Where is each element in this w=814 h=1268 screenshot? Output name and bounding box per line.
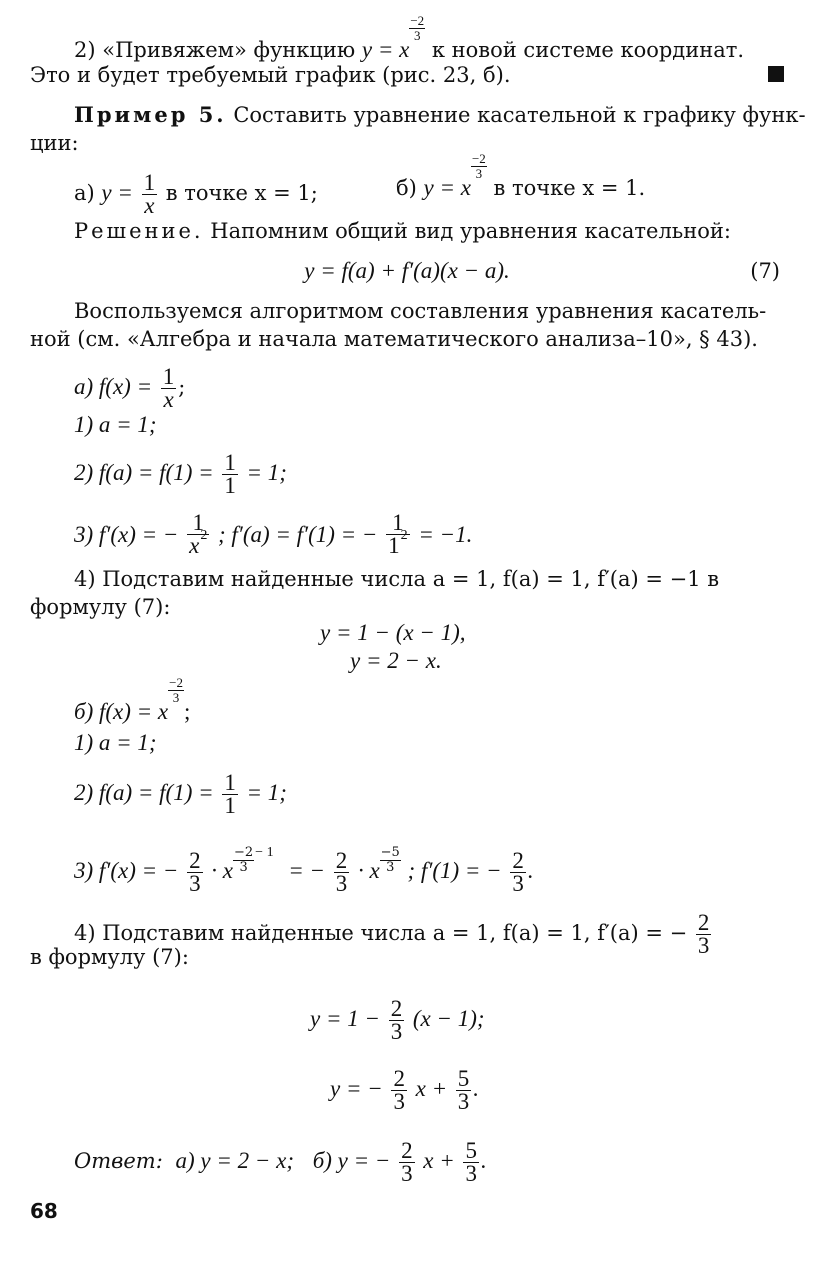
- text-span: формулу (7):: [30, 595, 171, 619]
- fraction: $\frac{5}{3}$: [465, 1138, 477, 1186]
- step-a-2: 2) f(a) = f(1) = $\frac{1}{1}$ = 1;: [74, 450, 287, 498]
- text-span: ции:: [30, 131, 79, 155]
- formula: y =: [101, 180, 133, 205]
- exponent-fraction: $\frac{-2}{3}$: [169, 675, 183, 705]
- step-a-3: 3) f′(x) = − $\frac{1}{x^2}$ ; f′(a) = f′(1) = − $\frac{1}{1^2}$ = −1.: [74, 512, 472, 561]
- step-b-3: 3) f′(x) = − $\frac{2}{3}$ · x $\frac{-2}{3}$ $^{- 1}$ = − $\frac{2}{3}$ · x $\frac{-5}{3}$ ; f′(1) = − $\frac{2}{3}$ .: [74, 845, 534, 896]
- text-line: [74, 218, 731, 244]
- fraction: $\frac{1}{x^2}$: [189, 510, 208, 558]
- text-span: Составить уравнение касательной к графику функ-: [233, 103, 806, 127]
- step-b-2: 2) f(a) = f(1) = $\frac{1}{1}$ = 1;: [74, 770, 287, 818]
- exponent-fraction: $\frac{-2}{3}$: [471, 151, 486, 181]
- text-line: б) f(x) = x $\frac{-2}{3}$ ;: [74, 675, 191, 724]
- formula: а) f(x) =: [74, 374, 153, 399]
- text-span: Это и будет требуемый график (рис. 23, б).: [30, 63, 511, 87]
- page-number: 68: [30, 1199, 58, 1223]
- equation-number: (7): [750, 259, 780, 283]
- fraction: $\frac{2}{3}$: [393, 1066, 405, 1114]
- text-line: а) f(x) = $\frac{1}{x}$ ;: [74, 364, 186, 412]
- answer-label: Ответ:: [74, 1149, 163, 1173]
- fraction: $\frac{2}{3}$: [697, 910, 710, 958]
- text-line: [30, 62, 784, 88]
- fraction: $\frac{2}{3}$: [401, 1138, 413, 1186]
- text-span: а): [74, 181, 95, 205]
- fraction: $\frac{1}{x}$: [162, 364, 175, 412]
- result-b-1: y = 1 − $\frac{2}{3}$ (x − 1);: [310, 996, 485, 1044]
- answer-line: Ответ: а) y = 2 − x; б) y = − $\frac{2}{3}$ x + $\frac{5}{3}$ .: [74, 1138, 487, 1186]
- fraction: $\frac{2}{3}$: [390, 996, 403, 1044]
- result-a-1: y = 1 − (x − 1),: [320, 620, 466, 645]
- text-span: в точке x = 1;: [165, 181, 318, 205]
- solution-label: Решение.: [74, 219, 204, 243]
- text-span: 4) Подставим найденные числа a = 1, f(a) = 1, f′(a) = −1 в: [74, 567, 720, 591]
- fraction: $\frac{5}{3}$: [457, 1066, 470, 1114]
- exponent-fraction: $\frac{-2}{3}$: [234, 845, 254, 875]
- text-span: Воспользуемся алгоритмом составления уравнения касатель-: [74, 299, 767, 323]
- fraction: $\frac{1}{1}$: [224, 770, 236, 818]
- text-line: [30, 944, 189, 970]
- end-of-proof-mark: [768, 66, 784, 82]
- text-span: в точке x = 1.: [493, 176, 646, 200]
- equation-7: y = f(a) + f′(a)(x − a).: [304, 258, 510, 283]
- fraction: $\frac{2}{3}$: [512, 848, 524, 896]
- fraction: $\frac{2}{3}$: [335, 848, 348, 896]
- text-span: 2) «Привяжем» функцию: [74, 38, 356, 62]
- step-a-1: 1) a = 1;: [74, 412, 157, 437]
- exponent-fraction: $\frac{-2}{3}$: [410, 13, 425, 43]
- exponent-fraction: $\frac{-5}{3}$: [380, 845, 400, 875]
- text-span: к новой системе координат.: [431, 38, 745, 62]
- fraction: $\frac{1}{x}$: [143, 170, 156, 218]
- fraction: $\frac{1}{1^2}$: [388, 510, 408, 558]
- fraction: $\frac{1}{1}$: [224, 450, 236, 498]
- fraction: $\frac{2}{3}$: [189, 848, 201, 896]
- example-label: Пример 5.: [74, 102, 227, 127]
- text-span: 4) Подставим найденные числа a = 1, f(a) = 1, f′(a) = −: [74, 921, 688, 945]
- text-line: [30, 594, 170, 620]
- text-span: в формулу (7):: [30, 945, 189, 969]
- text-line: [74, 13, 745, 63]
- result-a-2: y = 2 − x.: [350, 648, 442, 673]
- formula: y = x $\frac{-2}{3}$: [361, 13, 425, 62]
- text-line: [30, 326, 758, 352]
- text-line: [396, 151, 646, 201]
- text-span: ной (см. «Алгебра и начала математического анализа–10», § 43).: [30, 327, 758, 351]
- text-line: [74, 102, 806, 128]
- text-line: [74, 298, 766, 324]
- text-line: [30, 130, 79, 156]
- step-b-1: 1) a = 1;: [74, 730, 157, 755]
- formula: y = x $\frac{-2}{3}$: [423, 151, 486, 200]
- text-line: [74, 566, 719, 592]
- text-span: Напомним общий вид уравнения касательной:: [210, 219, 731, 243]
- text-span: б): [396, 176, 417, 200]
- result-b-2: y = − $\frac{2}{3}$ x + $\frac{5}{3}$ .: [330, 1066, 480, 1114]
- text-line: [74, 172, 318, 217]
